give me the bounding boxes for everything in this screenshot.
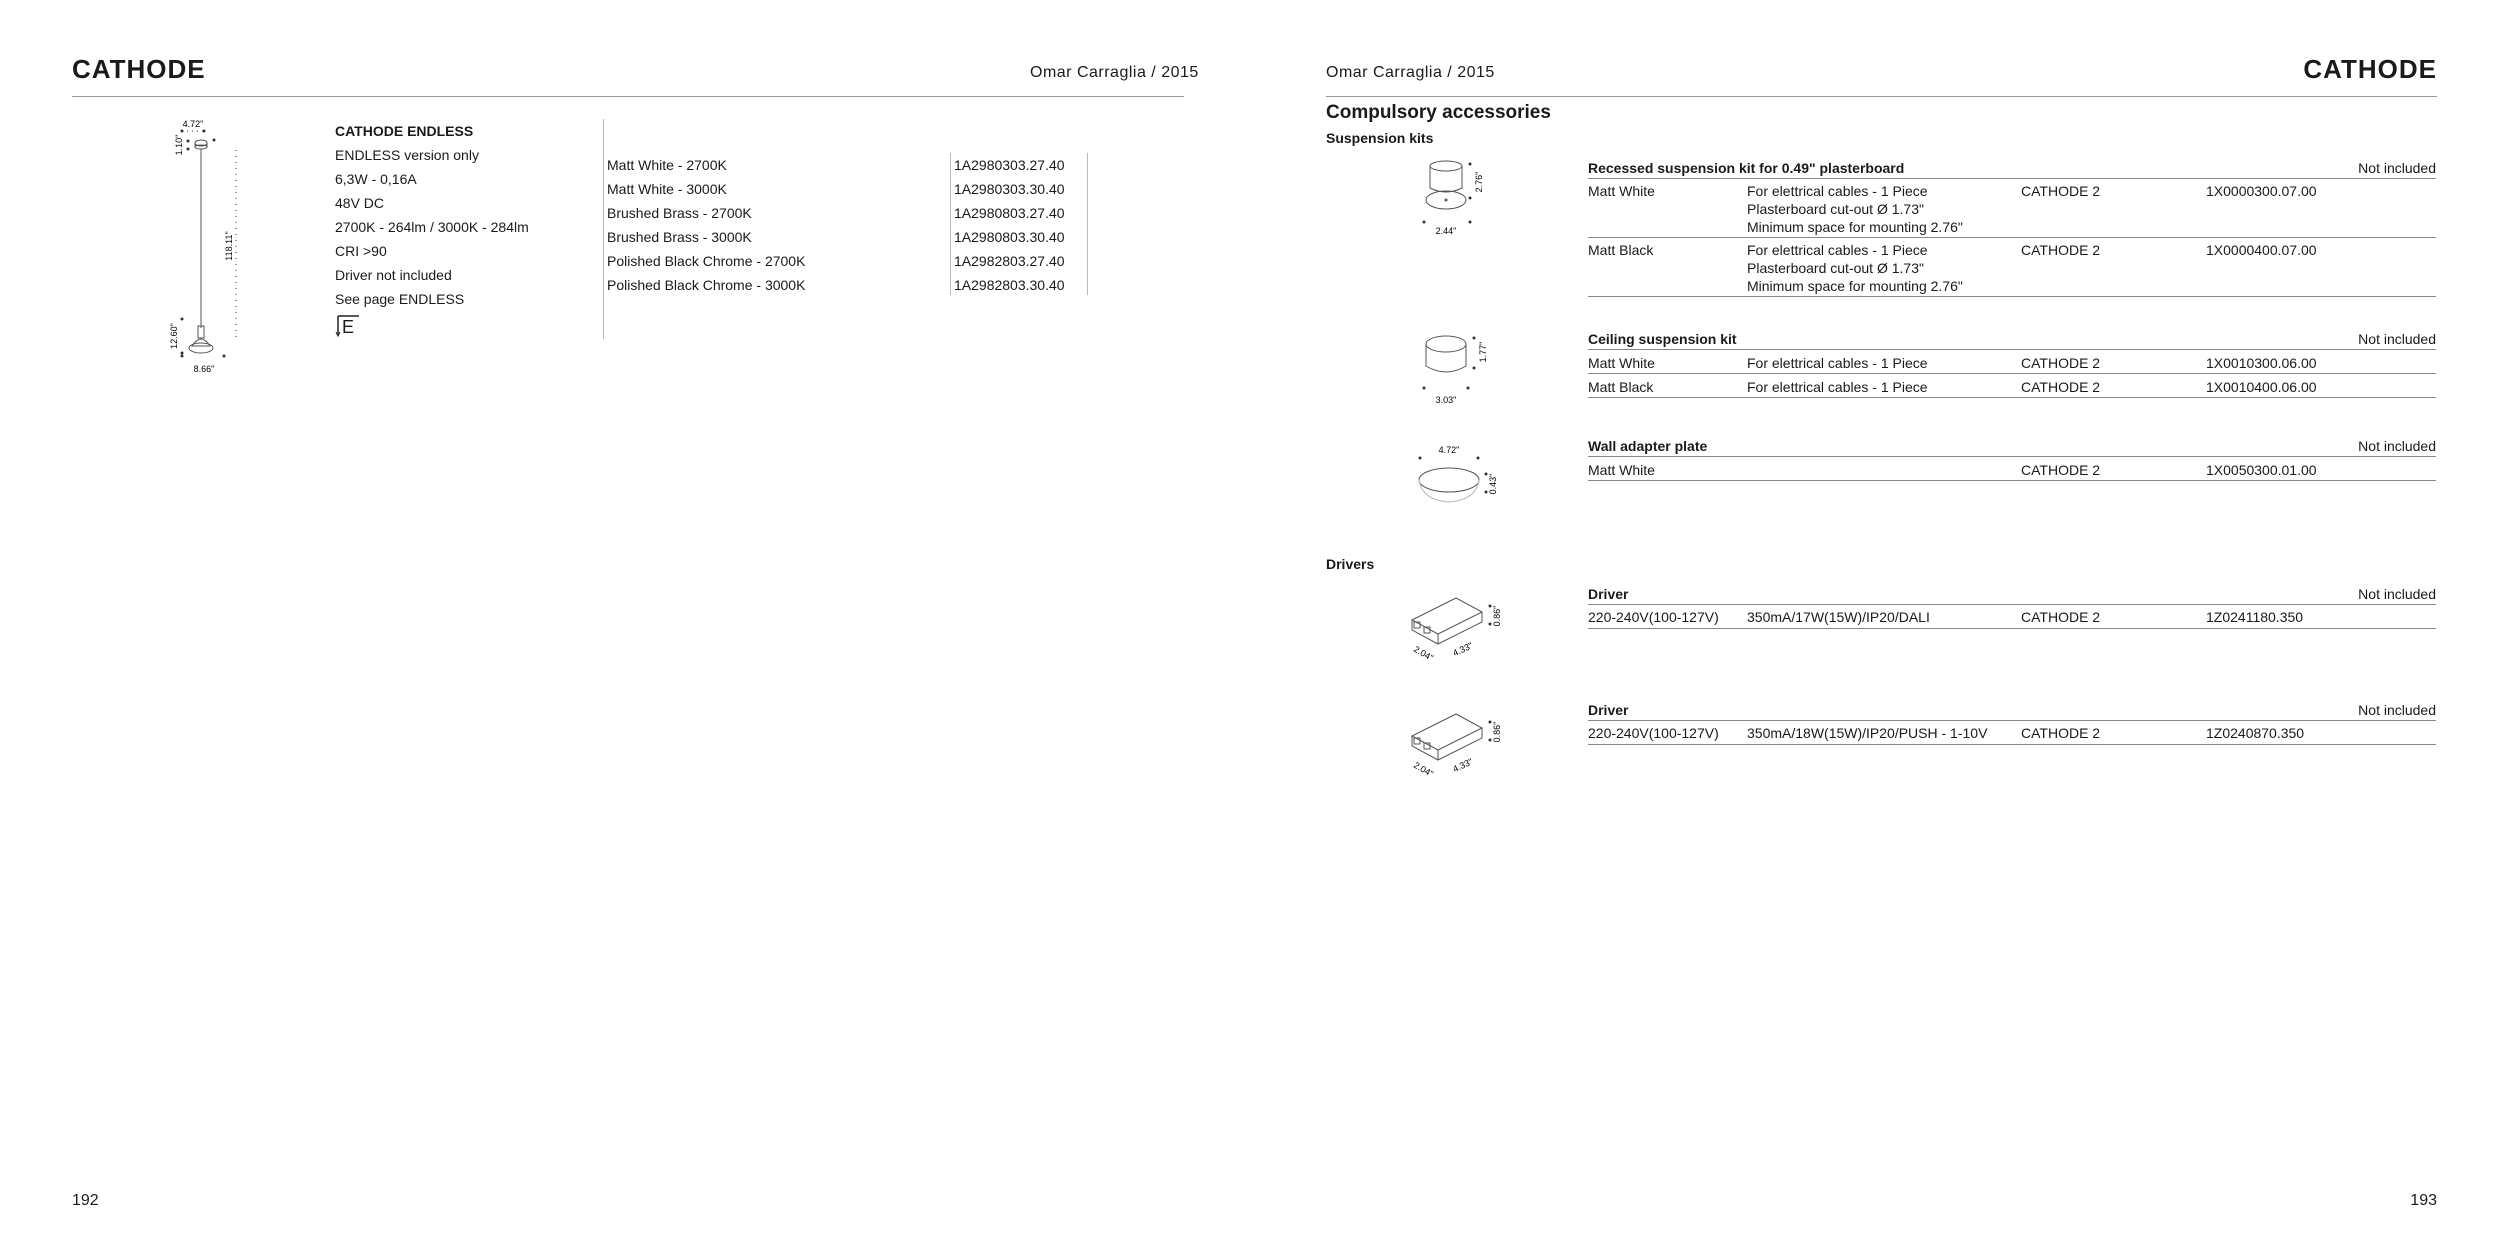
spec-line: 2700K - 264lm / 3000K - 284lm [335,219,529,235]
right-page-title: CATHODE [2303,54,2437,84]
group-title: Driver [1588,586,1629,602]
driver-2-header [1588,702,2436,718]
row-model: CATHODE 2 [2021,725,2101,741]
row-description: 350mA/18W(15W)/IP20/PUSH - 1-10V [1747,725,1988,741]
row-rule [1588,397,2436,398]
right-header-rule [1326,96,2437,97]
table-row [1588,461,2436,479]
row-voltage: 220-240V(100-127V) [1588,725,1719,741]
variant-finish: Polished Black Chrome - 3000K [607,277,806,293]
table-row [1588,378,2436,396]
product-name: CATHODE ENDLESS [335,123,474,139]
driver-drawing-2 [1404,706,1514,786]
svg-text:4.72": 4.72" [1438,445,1460,455]
recessed-kit-drawing [1408,158,1508,240]
recessed-kit-header [1588,160,2436,176]
product-spec-block [335,119,595,311]
group-title: Driver [1588,702,1629,718]
spec-line: 6,3W - 0,16A [335,171,417,187]
svg-text:2.04": 2.04" [1412,759,1435,779]
variant-divider [950,153,951,295]
variant-code-column [954,153,1084,297]
row-rule [1588,456,2436,457]
not-included-note: Not included [2358,160,2436,176]
variant-code: 1A2980303.30.40 [954,181,1065,197]
left-page-title: CATHODE [72,54,206,84]
right-designer: Omar Carraglia / 2015 [1326,64,1495,81]
row-code: 1X0000400.07.00 [2206,242,2317,258]
svg-text:2.44": 2.44" [1435,226,1457,236]
row-description: For elettrical cables - 1 Piece [1747,379,1928,395]
table-row [1588,241,2436,295]
row-rule [1588,237,2436,238]
variant-finish: Brushed Brass - 2700K [607,205,752,221]
svg-text:0.86": 0.86" [1492,721,1502,743]
row-finish: Matt Black [1588,379,1654,395]
svg-text:1.77": 1.77" [1478,341,1488,363]
drivers-label: Drivers [1326,556,1375,572]
right-page-number: 193 [2410,1192,2437,1209]
not-included-note: Not included [2358,331,2436,347]
row-model: CATHODE 2 [2021,242,2101,258]
row-finish: Matt White [1588,462,1655,478]
row-code: 1X0010300.06.00 [2206,355,2317,371]
row-rule [1588,628,2436,629]
section-title: Compulsory accessories [1326,102,1551,123]
svg-text:4.33": 4.33" [1451,756,1475,775]
row-rule [1588,720,2436,721]
row-model: CATHODE 2 [2021,355,2101,371]
svg-text:0.86": 0.86" [1492,605,1502,627]
dim-cable-length: 118.11" [224,231,234,261]
dim-body-height: 12.60" [169,323,179,349]
table-row [1588,354,2436,372]
not-included-note: Not included [2358,586,2436,602]
row-code: 1X0000300.07.00 [2206,183,2317,199]
pendant-dimension-drawing [168,116,248,380]
variant-finish: Brushed Brass - 3000K [607,229,752,245]
row-rule [1588,349,2436,350]
left-designer: Omar Carraglia / 2015 [1030,64,1199,81]
spec-line: See page ENDLESS [335,291,465,307]
row-model: CATHODE 2 [2021,183,2101,199]
svg-text:0.43": 0.43" [1488,473,1498,495]
left-page-number: 192 [72,1192,99,1209]
ceiling-kit-drawing [1410,330,1510,410]
driver-1-header [1588,586,2436,602]
variant-finish-column [607,153,947,297]
row-description: For elettrical cables - 1 Piece [1747,355,1928,371]
dim-top-width: 4.72" [182,119,204,129]
variant-code: 1A2980803.30.40 [954,229,1065,245]
variant-finish: Polished Black Chrome - 2700K [607,253,806,269]
dim-top-height: 1.10" [174,134,184,156]
variant-code: 1A2980803.27.40 [954,205,1065,221]
column-divider [603,119,604,339]
spec-line: ENDLESS version only [335,147,479,163]
ceiling-kit-header [1588,331,2436,347]
row-code: 1Z0240870.350 [2206,725,2305,741]
table-row [1588,724,2436,742]
class-icon-label: E [342,317,355,337]
svg-text:2.76": 2.76" [1474,171,1484,193]
row-voltage: 220-240V(100-127V) [1588,609,1719,625]
row-rule [1588,480,2436,481]
variant-code: 1A2982803.30.40 [954,277,1065,293]
row-finish: Matt Black [1588,242,1654,258]
row-code: 1X0050300.01.00 [2206,462,2317,478]
row-rule [1588,744,2436,745]
svg-text:4.33": 4.33" [1451,640,1475,659]
row-finish: Matt White [1588,183,1655,199]
variant-right-divider [1087,153,1088,295]
group-title: Wall adapter plate [1588,438,1708,454]
group-title: Ceiling suspension kit [1588,331,1737,347]
row-rule [1588,178,2436,179]
dim-body-width: 8.66" [193,364,215,374]
row-rule [1588,373,2436,374]
svg-text:3.03": 3.03" [1435,395,1457,405]
wall-plate-drawing [1408,440,1508,522]
left-header-rule [72,96,1184,97]
group-title: Recessed suspension kit for 0.49" plasterboard [1588,160,1905,176]
driver-drawing-1 [1404,590,1514,670]
spec-line: CRI >90 [335,243,387,259]
row-model: CATHODE 2 [2021,462,2101,478]
row-model: CATHODE 2 [2021,609,2101,625]
row-rule [1588,604,2436,605]
suspension-kits-label: Suspension kits [1326,130,1434,146]
class-e-icon [335,313,361,339]
row-finish: Matt White [1588,355,1655,371]
table-row [1588,608,2436,626]
row-rule [1588,296,2436,297]
wall-plate-header [1588,438,2436,454]
row-model: CATHODE 2 [2021,379,2101,395]
svg-text:2.04": 2.04" [1412,643,1435,663]
not-included-note: Not included [2358,702,2436,718]
spec-line: 48V DC [335,195,385,211]
row-code: 1Z0241180.350 [2206,609,2304,625]
variant-code: 1A2982803.27.40 [954,253,1065,269]
table-row [1588,182,2436,236]
not-included-note: Not included [2358,438,2436,454]
row-description: For elettrical cables - 1 Piece Plasterboard cut-out Ø 1.73" Minimum space for mounting 2.76" [1747,183,1963,235]
row-description: 350mA/17W(15W)/IP20/DALI [1747,609,1930,625]
variant-finish: Matt White - 2700K [607,157,727,173]
variant-finish: Matt White - 3000K [607,181,727,197]
spec-line: Driver not included [335,267,452,283]
row-code: 1X0010400.06.00 [2206,379,2317,395]
row-description: For elettrical cables - 1 Piece Plasterboard cut-out Ø 1.73" Minimum space for mounting 2.76" [1747,242,1963,294]
variant-code: 1A2980303.27.40 [954,157,1065,173]
